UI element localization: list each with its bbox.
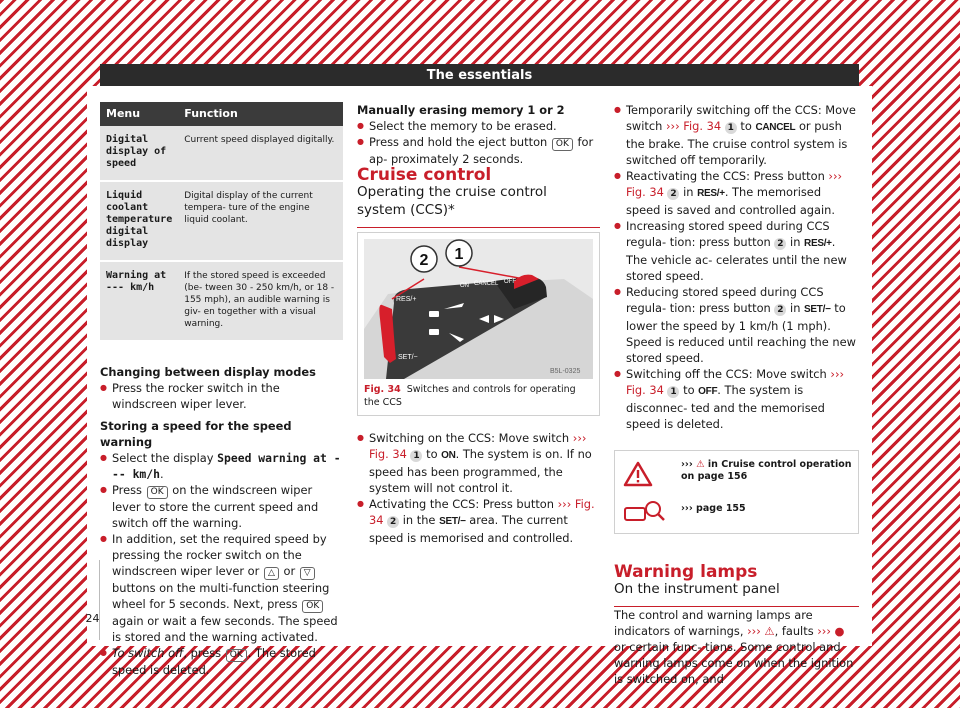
arrows: ››› <box>817 624 831 638</box>
text: page 155 <box>692 503 746 514</box>
table-header-menu: Menu <box>100 102 178 126</box>
text: or <box>279 564 299 578</box>
callout-2-label: 2 <box>419 252 429 269</box>
bullet-press-rocker: ● Press the rocker switch in the windscreen wiper lever. <box>100 380 343 412</box>
number-1-icon: 1 <box>725 122 737 134</box>
text: Increasing stored speed during CCS regula- tion: press button <box>626 219 830 249</box>
res-symbol-icon: RES/+ <box>697 188 725 199</box>
table-cell-menu: Liquid coolant temperature digital display <box>100 181 178 261</box>
table-cell-menu: Digital display of speed <box>100 126 178 181</box>
bullet-press-ok <box>100 482 343 531</box>
fig-ref: Fig. 34 <box>626 185 664 199</box>
text: or certain func- tions. Some control and warning lamps come on when the ignition is switched on, and <box>614 640 854 686</box>
table-row <box>100 261 343 341</box>
warning-reference-box <box>614 450 859 534</box>
fig-ref: Fig. 34 <box>369 497 595 527</box>
column-2 <box>357 102 600 546</box>
text: buttons on the multi-function steering wheel for 5 seconds. Next, press <box>112 581 330 611</box>
cancel-symbol-icon: CANCEL <box>755 122 796 133</box>
text: Switching on the CCS: Move switch <box>369 431 573 445</box>
header-title: The essentials <box>426 67 533 83</box>
table-cell-function: Digital display of the current tempera- ture of the engine liquid coolant. <box>178 181 343 261</box>
table-row <box>100 181 343 261</box>
number-1-icon: 1 <box>410 450 422 462</box>
number-1-icon: 1 <box>667 386 679 398</box>
callout-1-label: 1 <box>454 246 464 263</box>
text: . <box>160 467 164 481</box>
paragraph-indicators <box>614 607 859 687</box>
column-1 <box>100 102 343 678</box>
bullet-switching-on <box>357 430 600 496</box>
text: or push the brake. The cruise control system is switched off temporarily. <box>626 119 848 167</box>
text: to <box>679 383 699 397</box>
bullet-select-display <box>100 450 343 482</box>
arrows: ››› <box>665 119 680 133</box>
fig-ref: Fig. 34 <box>369 447 407 461</box>
reference-link[interactable] <box>747 624 775 638</box>
reference-link[interactable] <box>817 624 844 638</box>
ccs-lever-illustration <box>364 239 593 379</box>
info-icon: ● <box>834 624 845 638</box>
arrows: ››› <box>828 169 843 183</box>
number-2-icon: 2 <box>774 238 786 250</box>
up-arrow-key-icon: △ <box>264 567 279 580</box>
ok-key-icon: OK <box>226 649 247 662</box>
text: The control and warning lamps are indicators of warnings, <box>614 608 813 638</box>
text: in <box>786 301 805 315</box>
number-2-icon: 2 <box>387 516 399 528</box>
text: again or wait a few seconds. The speed is stored and the warning activated. <box>112 614 338 644</box>
cancel-label: CANCEL <box>474 281 499 287</box>
text: Reducing stored speed during CCS regula- tion: press button <box>626 285 824 315</box>
section-subtitle-ccs: Operating the cruise control system (CCS)* <box>357 183 600 228</box>
table-cell-menu: Warning at --- km/h <box>100 261 178 341</box>
arrows: ››› <box>830 367 845 381</box>
page-side-line <box>99 560 100 640</box>
bullet-reactivating <box>614 168 859 218</box>
tool-tip-icon <box>623 499 667 525</box>
figure-number: Fig. 34 <box>364 384 401 395</box>
figure-code: B5L-0325 <box>550 368 581 375</box>
bullet-select-memory: ● Select the memory to be erased. <box>357 118 600 134</box>
page-number: 24 <box>85 612 100 625</box>
small-warning-icon: ⚠ <box>696 459 705 470</box>
res-symbol-icon: RES/+ <box>804 238 832 249</box>
text: Select the display <box>112 451 218 465</box>
text: Press <box>112 483 146 497</box>
bullet-addition <box>100 531 343 645</box>
arrows: ››› <box>681 459 693 470</box>
number-2-icon: 2 <box>774 304 786 316</box>
off-label: OFF <box>504 279 516 285</box>
reference-link[interactable] <box>666 119 721 133</box>
text: . The memorised speed is saved and controlled again. <box>626 185 836 217</box>
bullet-activating <box>357 496 600 546</box>
table-cell-function: If the stored speed is exceeded (be- tween 30 - 250 km/h, or 18 - 155 mph), an audible warning is giv- en together with a visual warning. <box>178 261 343 341</box>
bullet-switching-off <box>614 366 859 432</box>
text: in the <box>399 513 440 527</box>
heading-changing-display: Changing between display modes <box>100 365 316 379</box>
set-symbol-icon: SET/− <box>439 516 466 527</box>
arrows: ››› <box>557 497 572 511</box>
arrows: ››› <box>572 431 587 445</box>
arrows: ››› <box>747 624 761 638</box>
set-label: SET/− <box>398 354 418 361</box>
column-3 <box>614 102 859 687</box>
text: in <box>786 235 805 249</box>
ok-key-icon: OK <box>302 600 323 613</box>
table-header-function: Function <box>178 102 343 126</box>
page-header <box>100 64 859 86</box>
bullet-temp-off <box>614 102 859 168</box>
text: to lower the speed by 1 km/h (1 mph). Speed is reduced until reaching the new stored speed. <box>626 301 856 365</box>
text: . The system is disconnec- ted and the memorised speed is deleted. <box>626 383 825 431</box>
text: Activating the CCS: Press button <box>369 497 558 511</box>
text: Temporarily switching off the CCS: Move switch <box>626 103 856 133</box>
text: . The system is on. If no speed has been programmed, the system will not control it. <box>369 447 592 495</box>
text: Switching off the CCS: Move switch <box>626 367 831 381</box>
text: , press <box>183 646 225 660</box>
text: . The vehicle ac- celerates until the new stored speed. <box>626 235 847 283</box>
down-arrow-key-icon: ▽ <box>300 567 315 580</box>
text: in <box>679 185 698 199</box>
table-cell-function: Current speed displayed digitally. <box>178 126 343 181</box>
text: area. The current speed is memorised and controlled. <box>369 513 574 545</box>
text: To switch off <box>112 646 184 660</box>
text: for ap- proximately 2 seconds. <box>369 135 594 166</box>
text: . The stored speed is deleted. <box>112 646 316 677</box>
table-row <box>100 126 343 181</box>
figure-caption-text: Switches and controls for operating the CCS <box>364 384 576 408</box>
heading-storing-speed: Storing a speed for the speed warning <box>100 419 292 449</box>
section-title-warning-lamps: Warning lamps <box>614 562 758 582</box>
text: to <box>736 119 756 133</box>
section-subtitle-instrument-panel: On the instrument panel <box>614 580 859 607</box>
number-2-icon: 2 <box>667 188 679 200</box>
display-name: Speed warning at --- km/h <box>112 451 341 481</box>
res-label: RES/+ <box>396 296 417 303</box>
text: , faults <box>774 624 818 638</box>
bullet-reducing <box>614 284 859 366</box>
arrows: ››› <box>681 503 693 514</box>
ok-key-icon: OK <box>552 138 573 151</box>
bullet-eject <box>357 134 600 167</box>
heading-erase-memory: Manually erasing memory 1 or 2 <box>357 103 565 117</box>
text: Press and hold the eject button <box>369 135 551 149</box>
set-symbol-icon: SET/− <box>804 304 831 315</box>
text: to <box>422 447 442 461</box>
text: Reactivating the CCS: Press button <box>626 169 829 183</box>
menu-table <box>100 102 343 342</box>
fig-ref: Fig. 34 <box>683 119 722 133</box>
warning-ref-line-1[interactable] <box>681 459 858 483</box>
bullet-increasing <box>614 218 859 284</box>
text: In addition, set the required speed by pressing the rocker switch on the windscreen wiper lever or <box>112 532 327 578</box>
text: in Cruise control operation on page 156 <box>681 459 852 482</box>
text: on the windscreen wiper lever to store the current speed and switch off the warning. <box>112 483 319 530</box>
section-title-cruise-control: Cruise control <box>357 165 492 185</box>
off-symbol-icon: OFF <box>698 386 718 397</box>
warning-triangle-icon <box>623 461 653 487</box>
small-warning-icon: ⚠ <box>764 624 775 638</box>
ok-key-icon: OK <box>147 486 168 499</box>
warning-ref-line-2[interactable] <box>681 503 746 515</box>
figure-34 <box>357 232 600 416</box>
on-label: ON <box>460 283 469 289</box>
on-symbol-icon: ON <box>441 450 456 461</box>
bullet-switch-off <box>100 645 343 678</box>
figure-caption <box>364 383 593 409</box>
fig-ref: Fig. 34 <box>626 383 664 397</box>
